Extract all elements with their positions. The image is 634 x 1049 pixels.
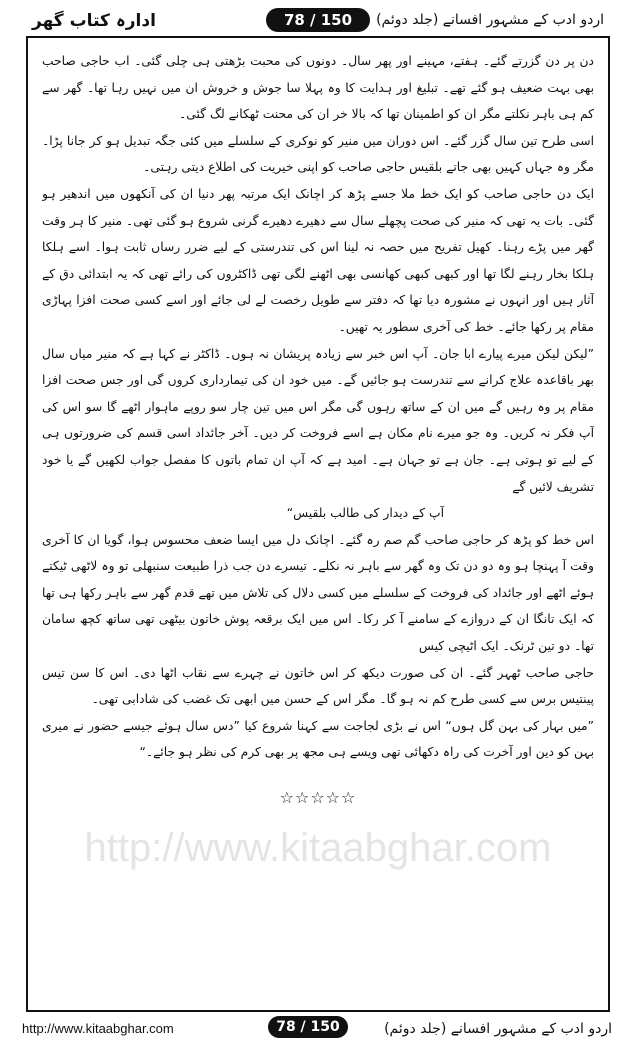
paragraph-6: حاجی صاحب ٹھہر گئے۔ ان کی صورت دیکھ کر اس خاتون نے چہرے سے نقاب اٹھا دی۔ اس کا سن تیس پینتیس برس سے کسی طرح کم نہ ہو گا۔ مگر اس کے حسن میں ابھی تک غضب کی شادابی تھی۔ bbox=[42, 665, 594, 707]
site-link[interactable]: http://www.kitaabghar.com bbox=[22, 1021, 174, 1036]
footer-page-number-badge: 78 / 150 bbox=[268, 1016, 348, 1038]
page-number-badge: 78 / 150 bbox=[266, 8, 370, 32]
footer-book-title: اردو ادب کے مشہور افسانے (جلد دوئم) bbox=[384, 1021, 612, 1037]
content-frame bbox=[26, 36, 610, 1012]
paragraph-4: ”لیکن لیکن میرے پیارے ابا جان۔ آپ اس خبر سے زیادہ پریشان نہ ہوں۔ ڈاکٹر نے کہا ہے کہ منیر میاں سال بھر باقاعدہ علاج کرانے سے تندرست ہو جائیں گے۔ میں خود ان کی تیمارداری کروں گی اور جس صحت افزا مقام پر وہ رہیں گے میں ان کے ساتھ رہوں گی مگر اس میں تین چار سو روپے ماہوار اٹھے گا سو اس کی آپ فکر نہ کریں۔ وہ جو میرے نام مکان ہے اسے فروخت کر دیں۔ آخر جائداد اسی قسم کی ضرورتوں ہی کے لیے تو ہوتی ہے۔ جان ہے تو جہان ہے۔ امید ہے کہ آپ ان تمام باتوں کا مفصل جواب لکھیں گے یا خود تشریف لائیں گے bbox=[42, 346, 594, 494]
watermark-url: http://www.kitaabghar.com bbox=[84, 826, 552, 870]
section-separator: ☆☆☆☆☆ bbox=[279, 788, 357, 807]
story-text bbox=[42, 48, 594, 788]
paragraph-2: اسی طرح تین سال گزر گئے۔ اس دوران میں منیر کو نوکری کے سلسلے میں کئی جگہ تبدیل ہو کر جانا پڑا۔ مگر وہ جہاں کہیں بھی جاتے بلقیس حاجی صاحب کو اپنی خیریت کی اطلاع دیتی رہتی۔ bbox=[42, 133, 594, 175]
book-title: اردو ادب کے مشہور افسانے (جلد دوئم) bbox=[376, 12, 604, 28]
paragraph-7: ”میں بہار کی بہن گل ہوں“ اس نے بڑی لجاجت سے کہنا شروع کیا ”دس سال ہوئے جیسے حضور نے میری بہن کو دین اور آخرت کی راہ دکھائی تھی ویسے ہی مجھ پر بھی کرم کی نظر ہو جائے۔“ bbox=[42, 718, 594, 760]
page-footer bbox=[22, 1016, 614, 1042]
paragraph-1: دن پر دن گزرتے گئے۔ ہفتے، مہینے اور پھر سال۔ دونوں کی محبت بڑھتی ہی چلی گئی۔ اب حاجی صاحب بھی بہت ضعیف ہو گئے تھے۔ تبلیغ اور ہدایت کا وہ پہلا سا جوش و خروش ان میں نہیں رہا تھا۔ گھر سے کم ہی باہر نکلتے مگر ان کو اطمینان تھا کہ بالا خر ان کی محنت ٹھکانے لگ گئی۔ bbox=[42, 54, 594, 122]
page-header bbox=[26, 8, 610, 34]
publisher-name: ادارہ کتاب گھر bbox=[32, 11, 156, 31]
paragraph-3: ایک دن حاجی صاحب کو ایک خط ملا جسے پڑھ کر اچانک ایک مرتبہ پھر دنیا ان کی آنکھوں میں اندھیر ہو گئی۔ بات یہ تھی کہ منیر کی صحت پچھلے سال سے دھیرے دھیرے گرنی شروع ہو گئی تھی۔ منیر کا ہر وقت گھر میں پڑے رہنا۔ کھیل تفریح میں حصہ نہ لینا اس کی تندرستی کے لیے ضرر رساں ثابت ہوا۔ اسے ہلکا ہلکا بخار رہنے لگا تھا اور کبھی کبھی کھانسی بھی اٹھنے لگی تھی ڈاکٹروں کی رائے تھی کہ یہ ابتدائی دق کے آثار ہیں اور انہوں نے مشورہ دیا تھا کہ دفتر سے طویل رخصت لے لی جائے اور اسے کسی صحت افزا پہاڑی مقام پر رکھا جائے۔ خط کی آخری سطور یہ تھیں۔ bbox=[42, 186, 594, 334]
letter-signature: آپ کے دیدار کی طالب بلقیس“ bbox=[286, 506, 444, 521]
paragraph-5: اس خط کو پڑھ کر حاجی صاحب گم صم رہ گئے۔ اچانک دل میں ایسا ضعف محسوس ہوا، گویا ان کا آخری وقت آ پہنچا ہو وہ دو دن تک وہ گھر سے باہر نہ نکلے۔ تیسرے دن جب ذرا طبیعت سنبھلی تو وہ لاٹھی ٹیکتے ہوئے اٹھے اور جائداد کی فروخت کے سلسلے میں کسی دلال کی تلاش میں تھے قدم گھر سے باہر رکھا ہی تھا کہ ایک تانگا ان کے دروازے کے سامنے آ کر رکا۔ اس میں ایک برقعہ پوش خاتون بیٹھی تھی ساتھ کچھ سامان تھا۔ دو تین ٹرنک۔ ایک اٹیچی کیس bbox=[42, 532, 594, 654]
